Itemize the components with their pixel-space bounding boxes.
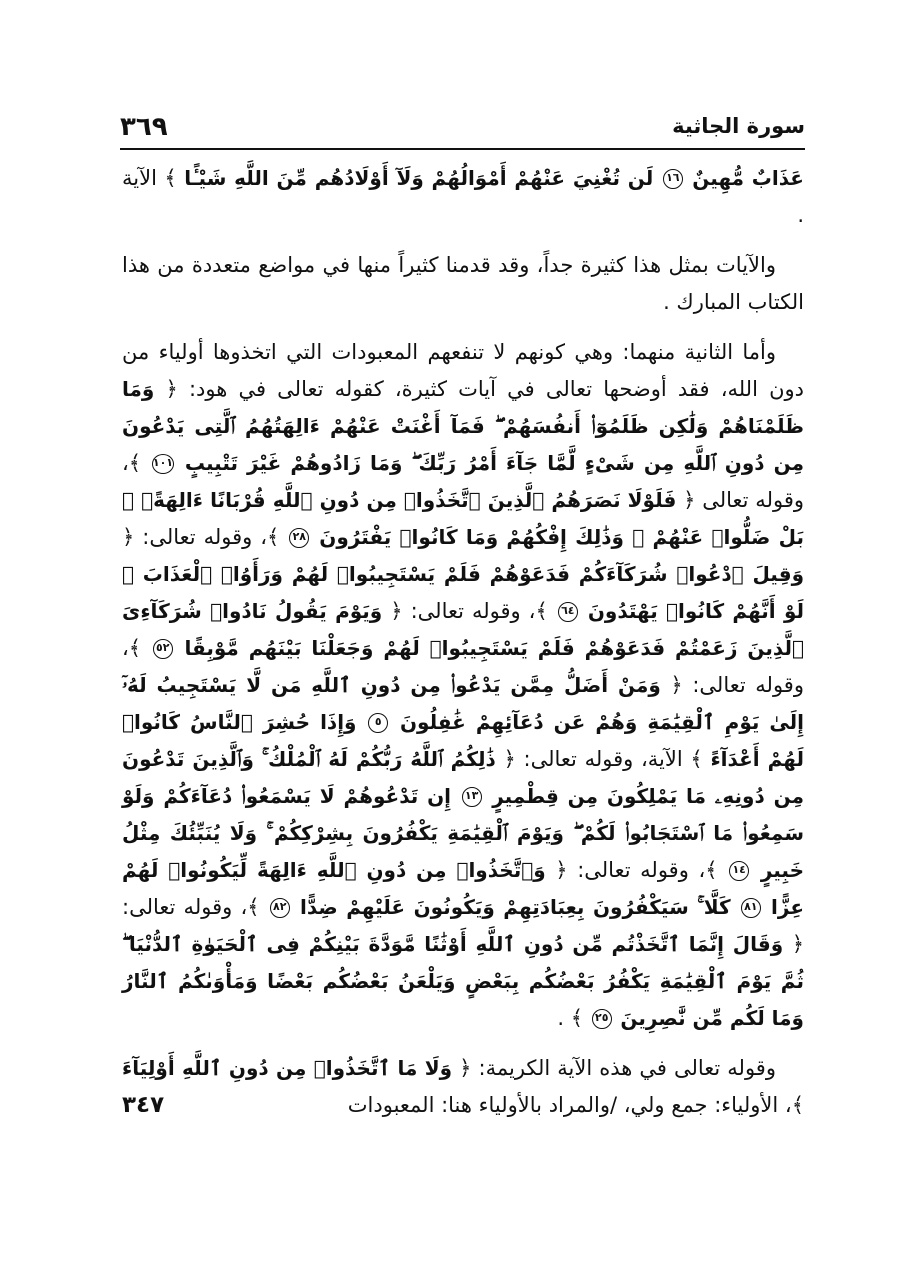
commentary-text: ﴾، وقوله تعالى: ﴿: [122, 525, 280, 549]
page-header: [120, 112, 805, 150]
quran-text: وَمَا ظَلَمْنَاهُمْ وَلَٰكِن ظَلَمُوٓا۟ أَنفُسَهُمْ ۖ فَمَآ أَغْنَتْ عَنْهُمْ ءَالِهَتُهُمُ ٱلَّتِى يَدْعُونَ مِن دُونِ ٱللَّهِ مِن شَىْءٍ لَّمَّا جَآءَ أَمْرُ رَبِّكَ ۖ وَمَا زَادُوهُمْ غَيْرَ تَتْبِيبٍ: [122, 377, 804, 475]
commentary-text: ﴾، الأولياء: جمع ولي، /والمراد بالأولياء هنا: المعبودات: [347, 1093, 804, 1117]
verse-number: ٨١: [741, 898, 761, 918]
verse-number: ١٤: [729, 861, 749, 881]
commentary-text: ﴾ الآية .: [122, 166, 804, 227]
commentary-text: ﴾، وقوله تعالى: ﴿: [555, 858, 718, 882]
quran-text: ذَٰلِكُمُ ٱللَّهُ رَبُّكُمْ لَهُ ٱلْمُلْكُ ۚ وَٱلَّذِينَ تَدْعُونَ مِن دُونِهِۦ مَا يَمْلِكُونَ مِن قِطْمِيرٍ: [122, 747, 804, 808]
commentary-text: ﴾، وقوله تعالى: ﴿: [122, 636, 804, 697]
commentary-text: ﴾، وقوله تعالى: ﴿: [390, 599, 548, 623]
verse-number: ٥٢: [153, 639, 173, 659]
commentary-text: وقوله تعالى في هذه الآية الكريمة: ﴿: [459, 1056, 776, 1080]
quran-text: وَٱتَّخَذُوا۟ مِن دُونِ ٱللَّهِ ءَالِهَةً لِّيَكُونُوا۟ لَهُمْ عِزًّا: [122, 858, 804, 919]
quran-text: إِن تَدْعُوهُمْ لَا يَسْمَعُوا۟ دُعَآءَكُمْ وَلَوْ سَمِعُوا۟ مَا ٱسْتَجَابُوا۟ لَكُمْ ۖ وَيَوْمَ ٱلْقِيَٰمَةِ يَكْفُرُونَ بِشِرْكِكُمْ ۚ وَلَا يُنَبِّئُكَ مِثْلُ خَبِيرٍ: [122, 784, 804, 882]
quran-text: وَقِيلَ ٱدْعُوا۟ شُرَكَآءَكُمْ فَدَعَوْهُمْ فَلَمْ يَسْتَجِيبُوا۟ لَهُمْ وَرَأَوُا۟ ٱلْعَذَابَ ۚ لَوْ أَنَّهُمْ كَانُوا۟ يَهْتَدُونَ: [122, 562, 805, 623]
verse-number: ٢٥: [592, 1009, 612, 1029]
verse-number: ٥: [368, 713, 388, 733]
commentary-text: ﴾ الآية، وقوله تعالى: ﴿: [503, 747, 703, 771]
verse-number: ١٦: [663, 169, 683, 189]
verse-number: ٢٨: [289, 528, 309, 548]
header-rule: [120, 148, 805, 150]
running-title: سورة الجاثية: [672, 114, 805, 138]
quran-text: كَلَّا ۚ سَيَكْفُرُونَ بِعِبَادَتِهِمْ وَيَكُونُونَ عَلَيْهِمْ ضِدًّا: [299, 895, 731, 919]
verse-number: ٦٤: [558, 602, 578, 622]
quran-text: وَلَا مَا ٱتَّخَذُوا۟ مِن دُونِ ٱللَّهِ أَوْلِيَآءَ: [122, 1056, 453, 1080]
quran-text: وَإِذَا حُشِرَ ٱلنَّاسُ كَانُوا۟ لَهُمْ أَعْدَآءً: [122, 710, 804, 771]
quran-text: وَمَنْ أَضَلُّ مِمَّن يَدْعُوا۟ مِن دُونِ ٱللَّهِ مَن لَّا يَسْتَجِيبُ لَهُۥٓ إِلَىٰ يَوْمِ ٱلْقِيَٰمَةِ وَهُمْ عَن دُعَآئِهِمْ غَٰفِلُونَ: [122, 673, 804, 734]
verse-number: ٨٢: [270, 898, 290, 918]
quran-text: فَلَوْلَا نَصَرَهُمُ ٱلَّذِينَ ٱتَّخَذُوا۟ مِن دُونِ ٱللَّهِ قُرْبَانًا ءَالِهَةًۢ ۖ بَلْ ضَلُّوا۟ عَنْهُمْ ۚ وَذَٰلِكَ إِفْكُهُمْ وَمَا كَانُوا۟ يَفْتَرُونَ: [122, 488, 804, 549]
paragraph-2: والآيات بمثل هذا كثيرة جداً، وقد قدمنا كثيراً منها في مواضع متعددة من هذا الكتاب المبارك .: [122, 253, 804, 314]
quran-text: لَن تُغْنِيَ عَنْهُمْ أَمْوَالُهُمْ وَلَآ أَوْلَادُهُم مِّنَ اللَّهِ شَيْـًٔا: [184, 166, 654, 190]
paragraph-1: [122, 160, 804, 234]
original-page-number: ٣٤٧: [122, 1092, 165, 1118]
quran-text: عَذَابٌ مُّهِينٌ: [692, 166, 804, 190]
verse-number: ١٠١: [152, 454, 174, 474]
paragraph-4: [122, 1050, 804, 1124]
page-number: ٣٦٩: [120, 112, 168, 142]
quran-text: وَقَالَ إِنَّمَا ٱتَّخَذْتُم مِّن دُونِ ٱللَّهِ أَوْثَٰنًا مَّوَدَّةَ بَيْنِكُمْ فِى ٱلْحَيَوٰةِ ٱلدُّنْيَا ۖ ثُمَّ يَوْمَ ٱلْقِيَٰمَةِ يَكْفُرُ بَعْضُكُم بِبَعْضٍ وَيَلْعَنُ بَعْضُكُم بَعْضًا وَمَأْوَىٰكُمُ ٱلنَّارُ وَمَا لَكُم مِّن نَّٰصِرِينَ: [122, 932, 804, 1030]
commentary-text: ﴾ .: [557, 1006, 584, 1030]
paragraph-3: [122, 334, 804, 1037]
quran-text: وَيَوْمَ يَقُولُ نَادُوا۟ شُرَكَآءِىَ ٱلَّذِينَ زَعَمْتُمْ فَدَعَوْهُمْ فَلَمْ يَسْتَجِيبُوا۟ لَهُمْ وَجَعَلْنَا بَيْنَهُم مَّوْبِقًا: [122, 599, 804, 660]
commentary-text: ﴾، وقوله تعالى: ﴿: [122, 895, 804, 956]
commentary-text: ﴾، وقوله تعالى ﴿: [122, 451, 804, 512]
verse-number: ١٣: [462, 787, 482, 807]
commentary-text: وأما الثانية منهما: وهي كونهم لا تنفعهم المعبودات التي اتخذوها أولياء من دون الله، فقد أوضحها تعالى في آيات كثيرة، كقوله تعالى في هود: ﴿: [122, 340, 804, 401]
body-text: [122, 160, 804, 1124]
